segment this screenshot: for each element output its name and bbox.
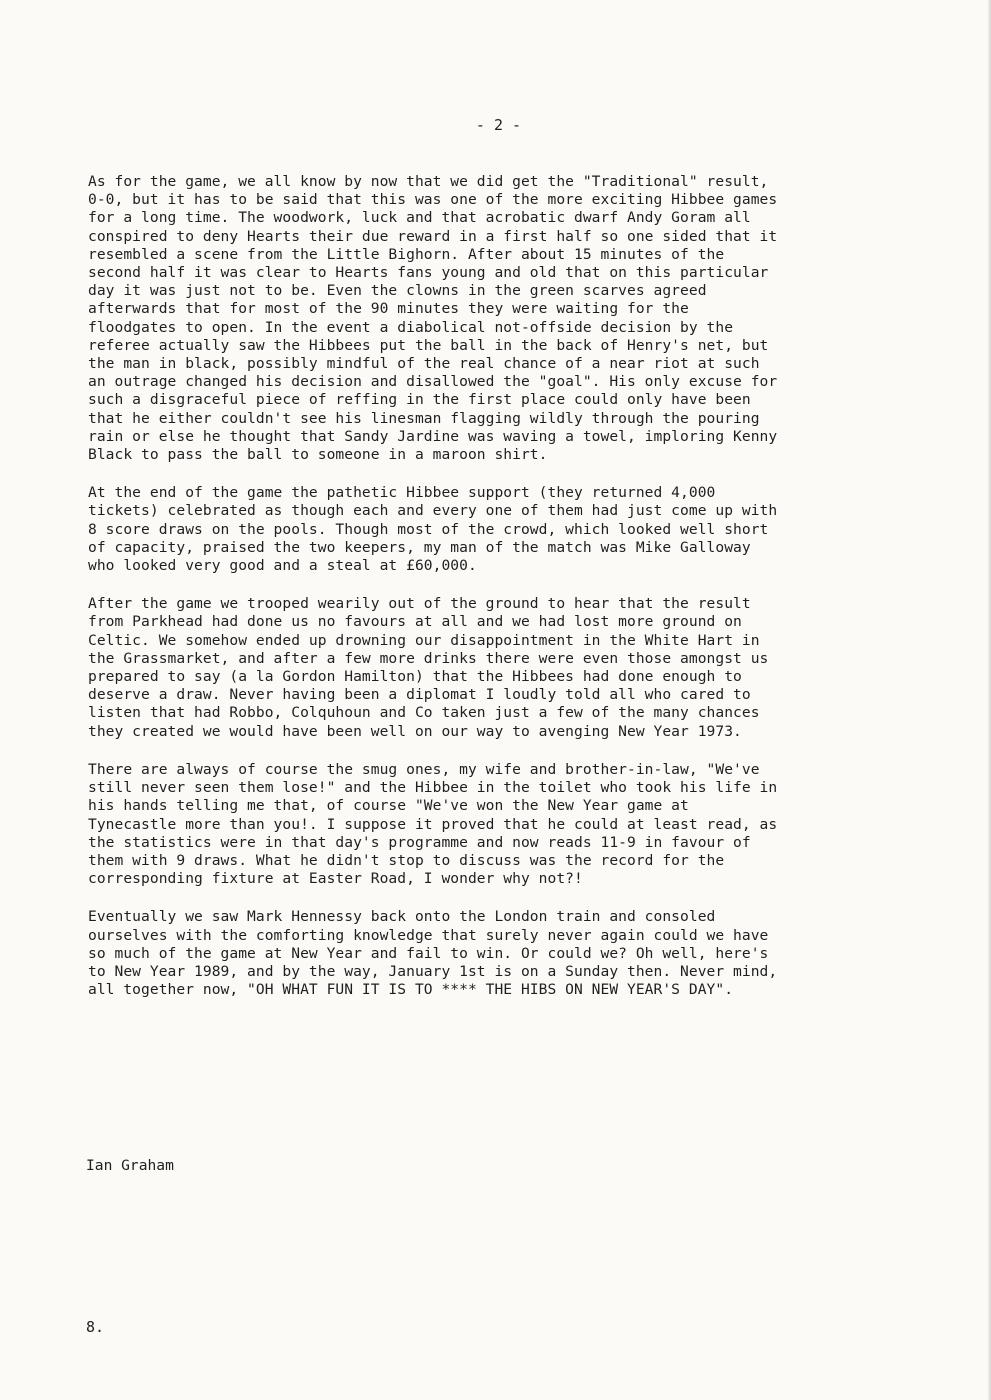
author-signature: Ian Graham xyxy=(86,1157,174,1174)
paragraph-3 xyxy=(88,595,888,741)
text-line: to New Year 1989, and by the way, January 1st is on a Sunday then. Never mind, xyxy=(88,962,778,980)
text-line: resembled a scene from the Little Bighorn. After about 15 minutes of the xyxy=(88,245,725,263)
paragraph-4 xyxy=(88,761,888,888)
text-line: of capacity, praised the two keepers, my man of the match was Mike Galloway xyxy=(88,538,751,556)
text-line: 0-0, but it has to be said that this was one of the more exciting Hibbee games xyxy=(88,191,778,209)
text-line: afterwards that for most of the 90 minutes they were waiting for the xyxy=(88,300,689,318)
text-line: 8 score draws on the pools. Though most of the crowd, which looked well short xyxy=(88,520,769,538)
text-line: deserve a draw. Never having been a diplomat I loudly told all who cared to xyxy=(88,686,751,704)
text-line: so much of the game at New Year and fail to win. Or could we? Oh well, here's xyxy=(88,944,769,962)
text-line: the statistics were in that day's programme and now reads 11-9 in favour of xyxy=(88,833,751,851)
text-line: tickets) celebrated as though each and every one of them had just come up with xyxy=(88,502,778,520)
text-line: Eventually we saw Mark Hennessy back onto the London train and consoled xyxy=(88,908,716,926)
text-line: listen that had Robbo, Colquhoun and Co taken just a few of the many chances xyxy=(88,704,760,722)
text-line: all together now, "OH WHAT FUN IT IS TO **** THE HIBS ON NEW YEAR'S DAY". xyxy=(88,981,734,999)
text-line: At the end of the game the pathetic Hibbee support (they returned 4,000 xyxy=(88,484,716,502)
text-line: that he either couldn't see his linesman flagging wildly through the pouring xyxy=(88,409,760,427)
text-line: the Grassmarket, and after a few more drinks there were even those amongst us xyxy=(88,649,769,667)
text-line: conspired to deny Hearts their due reward in a first half so one sided that it xyxy=(88,227,778,245)
text-line: Celtic. We somehow ended up drowning our disappointment in the White Hart in xyxy=(88,631,760,649)
text-line: still never seen them lose!" and the Hibbee in the toilet who took his life in xyxy=(88,779,778,797)
text-line: ourselves with the comforting knowledge that surely never again could we have xyxy=(88,926,769,944)
text-line: prepared to say (a la Gordon Hamilton) that the Hibbees had done enough to xyxy=(88,668,742,686)
text-line: As for the game, we all know by now that we did get the "Traditional" result, xyxy=(88,173,769,190)
article-body xyxy=(88,173,888,1019)
paragraph-2 xyxy=(88,484,888,575)
text-line: day it was just not to be. Even the clowns in the green scarves agreed xyxy=(88,282,707,300)
text-line: the man in black, possibly mindful of the real chance of a near riot at such xyxy=(88,355,760,373)
text-line: Black to pass the ball to someone in a maroon shirt. xyxy=(88,446,548,464)
text-line: they created we would have been well on our way to avenging New Year 1973. xyxy=(88,722,742,740)
text-line: his hands telling me that, of course "We've won the New Year game at xyxy=(88,797,689,815)
text-line: rain or else he thought that Sandy Jardine was waving a towel, imploring Kenny xyxy=(88,427,778,445)
text-line: an outrage changed his decision and disallowed the "goal". His only excuse for xyxy=(88,373,778,391)
text-line: After the game we trooped wearily out of the ground to hear that the result xyxy=(88,595,751,613)
text-line: who looked very good and a steal at £60,000. xyxy=(88,557,477,575)
text-line: them with 9 draws. What he didn't stop to discuss was the record for the xyxy=(88,851,725,869)
text-line: floodgates to open. In the event a diabolical not-offside decision by the xyxy=(88,318,734,336)
text-line: Tynecastle more than you!. I suppose it proved that he could at least read, as xyxy=(88,815,778,833)
text-line: There are always of course the smug ones, my wife and brother-in-law, "We've xyxy=(88,760,760,778)
text-line: referee actually saw the Hibbees put the ball in the back of Henry's net, but xyxy=(88,336,769,354)
text-line: for a long time. The woodwork, luck and that acrobatic dwarf Andy Goram all xyxy=(88,209,751,227)
text-line: corresponding fixture at Easter Road, I wonder why not?! xyxy=(88,870,583,888)
text-line: such a disgraceful piece of reffing in the first place could only have been xyxy=(88,391,751,409)
paragraph-1 xyxy=(88,173,888,464)
page-marker: - 2 - xyxy=(475,116,522,134)
text-line: second half it was clear to Hearts fans young and old that on this particular xyxy=(88,264,769,282)
footer-page-number: 8. xyxy=(86,1318,105,1336)
paragraph-5 xyxy=(88,908,888,999)
text-line: from Parkhead had done us no favours at all and we had lost more ground on xyxy=(88,613,742,631)
